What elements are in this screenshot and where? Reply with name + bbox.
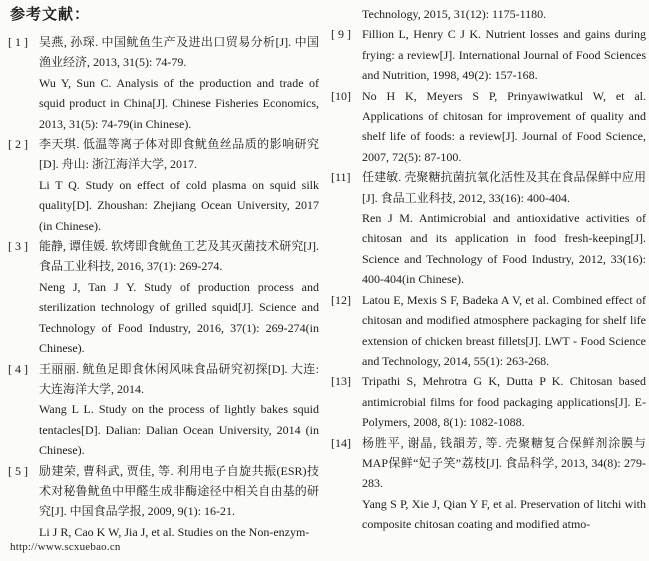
reference-paragraph: Neng J, Tan J Y. Study of production process and sterilization technology of grilled squid[J]. Science and Technology of Food Industry, 2016, 37(1): 269-274(in Chinese). bbox=[39, 279, 319, 356]
references-column-left bbox=[8, 4, 319, 542]
reference-paragraph: 吴燕, 孙琛. 中国鱿鱼生产及进出口贸易分析[J]. 中国渔业经济, 2013, 31(5): 74-79. bbox=[39, 35, 319, 70]
reference-entry bbox=[331, 290, 646, 372]
reference-paragraph: 任建敏. 壳聚糖抗菌抗氧化活性及其在食品保鲜中应用[J]. 食品工业科技, 2012, 33(16): 400-404. bbox=[362, 170, 646, 205]
reference-paragraph: Latou E, Mexis S F, Badeka A V, et al. Combined effect of chitosan and modified atmosphere packaging for shelf life extension of chicken breast fillets[J]. LWT - Food Science and Technology, 2014, 55(1): 263-268. bbox=[362, 292, 646, 368]
reference-number: [14] bbox=[331, 435, 351, 450]
reference-paragraph: 励建荣, 曹科武, 贾佳, 等. 利用电子自旋共振(ESR)技术对秘鲁鱿鱼中甲醛生成非酶途径中相关自由基的研究[J]. 中国食品学报, 2009, 9(1): 16-21. bbox=[39, 463, 319, 519]
reference-entry bbox=[331, 167, 646, 289]
reference-entry bbox=[8, 461, 319, 543]
reference-paragraph: Tripathi S, Mehrotra G K, Dutta P K. Chitosan based antimicrobial films for food packaging applications[J]. E-Polymers, 2008, 8(1): 1082-1088. bbox=[362, 374, 646, 430]
reference-number: [ 1 ] bbox=[8, 35, 28, 49]
reference-number: [ 9 ] bbox=[331, 27, 351, 42]
reference-entry bbox=[8, 134, 319, 236]
reference-paragraph: 王丽丽. 鱿鱼足即食休闲风味食品研究初探[D]. 大连: 大连海洋大学, 2014. bbox=[39, 361, 319, 396]
reference-paragraph: Fillion L, Henry C J K. Nutrient losses and gains during frying: a review[J]. International Journal of Food Sciences and Nutrition, 1998, 49(2): 157-168. bbox=[362, 27, 646, 83]
reference-text bbox=[362, 371, 646, 432]
reference-entry bbox=[8, 236, 319, 358]
reference-text bbox=[39, 236, 319, 358]
reference-paragraph: Technology, 2015, 31(12): 1175-1180. bbox=[362, 7, 547, 21]
reference-text bbox=[39, 134, 319, 236]
reference-number: [11] bbox=[331, 170, 351, 185]
reference-number: [12] bbox=[331, 292, 351, 307]
reference-number: [ 3 ] bbox=[8, 239, 28, 254]
reference-paragraph: Li J R, Cao K W, Jia J, et al. Studies on the Non-enzym- bbox=[39, 524, 310, 539]
references-list-left bbox=[8, 32, 319, 542]
reference-entry bbox=[331, 433, 646, 535]
reference-entry bbox=[331, 86, 646, 168]
reference-text bbox=[362, 433, 646, 535]
reference-text bbox=[362, 24, 646, 85]
reference-paragraph: 杨胜平, 谢晶, 钱韻芳, 等. 壳聚糖复合保鲜剂涂膜与MAP保鲜“妃子笑”荔枝[J]. 食品科学, 2013, 34(8): 279-283. bbox=[362, 435, 646, 491]
reference-entry bbox=[331, 24, 646, 85]
reference-text bbox=[39, 461, 319, 543]
footer-url: http://www.scxuebao.cn bbox=[10, 541, 121, 553]
reference-text bbox=[362, 290, 646, 372]
reference-number: [ 5 ] bbox=[8, 463, 28, 478]
reference-text bbox=[362, 167, 646, 289]
reference-entry bbox=[8, 359, 319, 461]
reference-entry bbox=[8, 32, 319, 134]
reference-text bbox=[39, 359, 319, 461]
reference-paragraph: Li T Q. Study on effect of cold plasma on squid silk quality[D]. Zhoushan: Zhejiang Ocean University, 2017 (in Chinese). bbox=[39, 177, 319, 233]
reference-entry bbox=[331, 4, 646, 24]
reference-text bbox=[39, 32, 319, 134]
reference-number: [ 4 ] bbox=[8, 361, 28, 376]
reference-paragraph: 李天琪. 低温等离子体对即食鱿鱼丝品质的影响研究[D]. 舟山: 浙江海洋大学, 2017. bbox=[39, 137, 319, 172]
reference-paragraph: No H K, Meyers S P, Prinyawiwatkul W, et al. Applications of chitosan for improvement of quality and shelf life of foods: a review[J]. Journal of Food Science, 2007, 72(5): 87-100. bbox=[362, 88, 646, 164]
reference-text bbox=[362, 4, 646, 24]
reference-entry bbox=[331, 371, 646, 432]
references-heading: 参考文献： bbox=[10, 7, 91, 23]
reference-number: [10] bbox=[331, 88, 351, 103]
reference-paragraph: Wang L L. Study on the process of lightly bakes squid tentacles[D]. Dalian: Dalian Ocean University, 2014 (in Chinese). bbox=[39, 402, 319, 458]
references-column-right bbox=[331, 4, 646, 535]
reference-number: [13] bbox=[331, 374, 351, 389]
reference-paragraph: Wu Y, Sun C. Analysis of the production and trade of squid product in China[J]. Chinese Fisheries Economics, 2013, 31(5): 74-79(in Chinese). bbox=[39, 75, 319, 131]
reference-number: [ 2 ] bbox=[8, 137, 28, 152]
references-list-right bbox=[331, 4, 646, 535]
reference-paragraph: Ren J M. Antimicrobial and antioxidative activities of chitosan and its application in food fresh-keeping[J]. Science and Technology of Food Industry, 2012, 33(16): 400-404(in Chinese). bbox=[362, 211, 646, 287]
reference-paragraph: Yang S P, Xie J, Qian Y F, et al. Preservation of litchi with composite chitosan coating and modified atmo- bbox=[362, 496, 646, 532]
reference-text bbox=[362, 86, 646, 168]
reference-paragraph: 能静, 谭佳媛. 软烤即食鱿鱼工艺及其灭菌技术研究[J]. 食品工业科技, 2016, 37(1): 269-274. bbox=[39, 239, 319, 274]
